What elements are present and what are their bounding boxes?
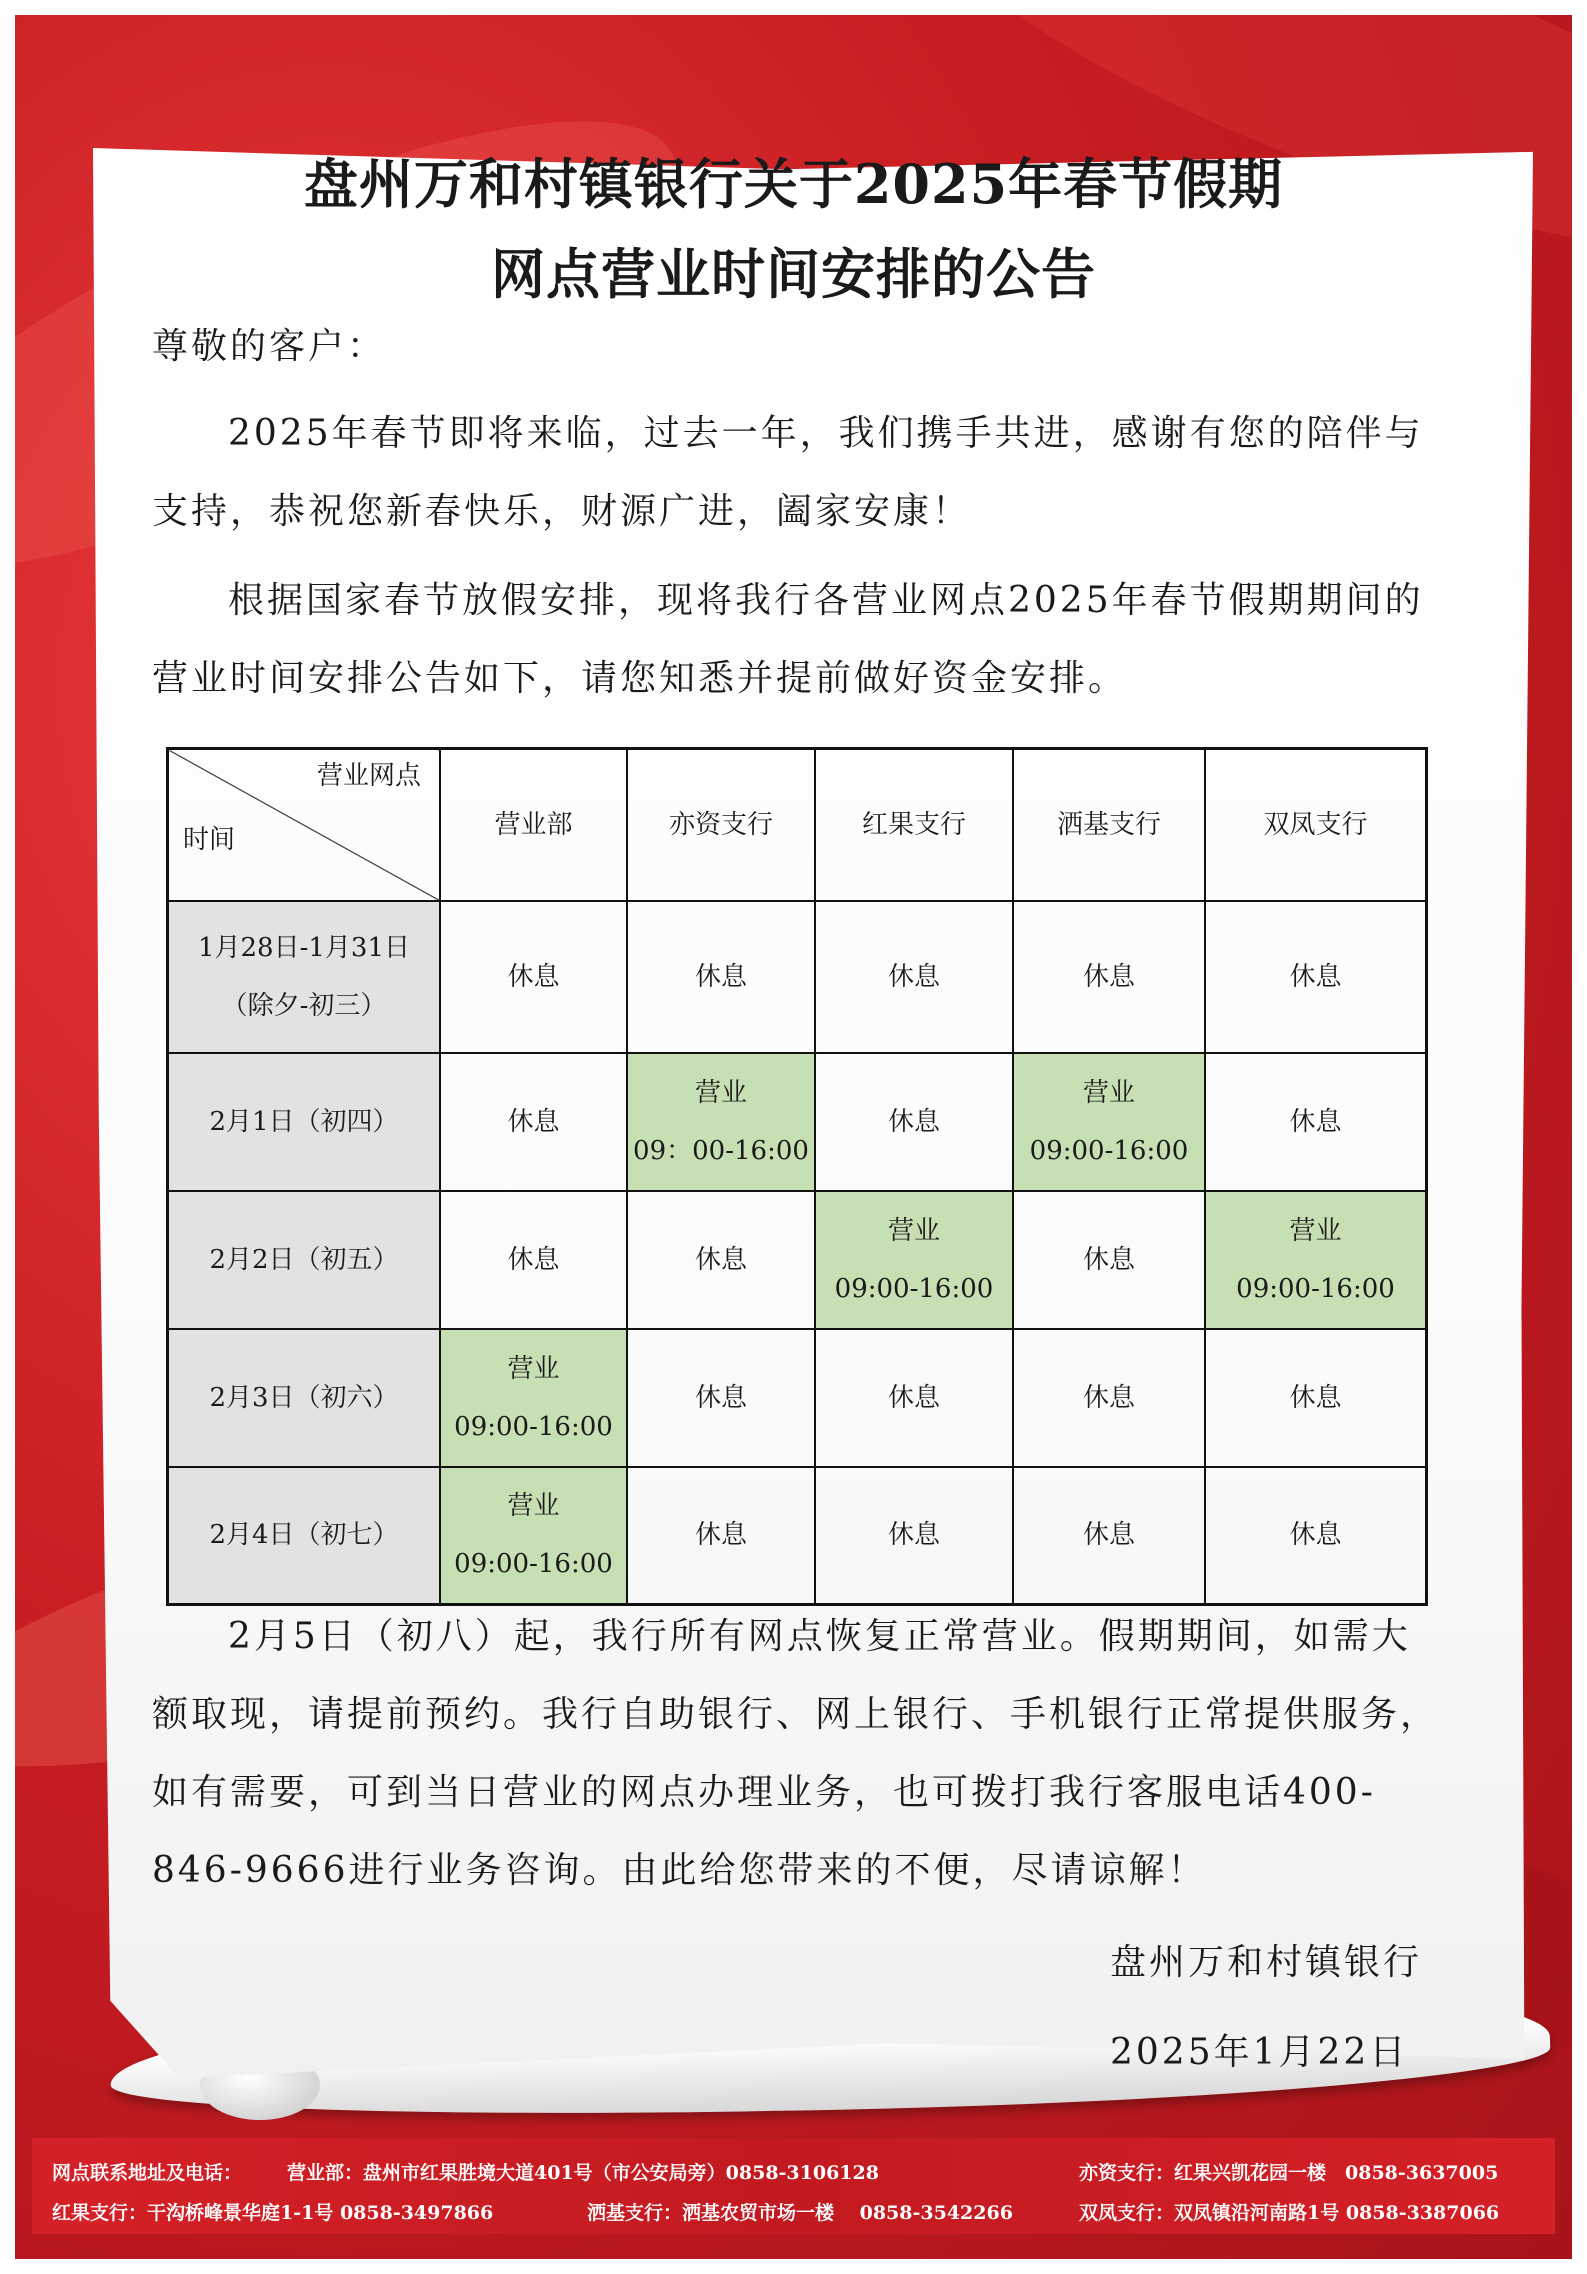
corner-branch-label: 营业网点: [316, 761, 421, 791]
table-row: [168, 1467, 1427, 1605]
status-label: 休息: [694, 1382, 747, 1413]
table-row: [168, 1329, 1427, 1467]
status-label: 休息: [1082, 1382, 1135, 1413]
date-label: 2月1日（初四）: [209, 1106, 399, 1137]
table-row: [168, 1191, 1427, 1329]
status-label: 休息: [694, 1520, 747, 1551]
date-sublabel: （除夕-初三）: [221, 990, 387, 1021]
branch-header: 营业部: [440, 749, 627, 901]
status-cell: [1013, 1191, 1205, 1329]
status-cell-open: [815, 1191, 1013, 1329]
status-label: 休息: [1289, 1382, 1342, 1413]
date-label: 1月28日-1月31日: [197, 932, 411, 963]
status-cell: [627, 901, 815, 1053]
status-cell-open: [1205, 1191, 1427, 1329]
notice-title-line2: 网点营业时间安排的公告: [491, 242, 1096, 306]
status-cell: [1013, 1329, 1205, 1467]
footer-branch-yizi: 亦资支行：红果兴凯花园一楼 0858-3637005: [1079, 2162, 1499, 2184]
status-label: 休息: [694, 961, 747, 992]
status-cell: [440, 901, 627, 1053]
footer-branch-saji: 洒基支行：洒基农贸市场一楼 0858-3542266: [587, 2202, 1013, 2224]
date-cell: [168, 1191, 441, 1329]
signature-date: 2025年1月22日: [1110, 2032, 1409, 2073]
status-label: 休息: [507, 1106, 560, 1137]
status-label: 营业: [1289, 1215, 1342, 1246]
status-label: 休息: [1082, 1244, 1135, 1275]
greeting: 尊敬的客户：: [152, 326, 387, 367]
status-label: 营业: [887, 1215, 940, 1246]
footer-branch-yingyebu: 营业部：盘州市红果胜境大道401号（市公安局旁）0858-3106128: [287, 2162, 879, 2184]
table-header-row: [168, 749, 1427, 901]
status-label: 休息: [1082, 961, 1135, 992]
status-cell: [1205, 901, 1427, 1053]
table-corner-header: [168, 749, 441, 901]
status-label: 营业: [1082, 1077, 1135, 1108]
signature-bank-name: 盘州万和村镇银行: [1110, 1942, 1423, 1983]
footer-branch-shuangfeng: 双凤支行：双凤镇沿河南路1号 0858-3387066: [1079, 2202, 1500, 2224]
status-label: 休息: [887, 961, 940, 992]
hours-label: 09:00-16:00: [454, 1549, 613, 1580]
status-label: 休息: [694, 1244, 747, 1275]
status-cell: [440, 1191, 627, 1329]
date-cell: [168, 1467, 441, 1605]
status-cell-open: [1013, 1053, 1205, 1191]
branch-header: 亦资支行: [627, 749, 815, 901]
status-cell: [815, 901, 1013, 1053]
corner-time-label: 时间: [183, 824, 236, 855]
date-label: 2月4日（初七）: [209, 1520, 399, 1551]
status-label: 休息: [887, 1382, 940, 1413]
status-cell: [1013, 901, 1205, 1053]
status-label: 营业: [507, 1491, 560, 1522]
date-cell: [168, 1053, 441, 1191]
footer-label: 网点联系地址及电话：: [52, 2162, 243, 2184]
status-cell: [627, 1467, 815, 1605]
status-label: 休息: [887, 1520, 940, 1551]
status-cell: [1205, 1467, 1427, 1605]
status-cell: [815, 1329, 1013, 1467]
status-cell: [1205, 1053, 1427, 1191]
date-cell: [168, 1329, 441, 1467]
status-label: 休息: [1289, 1520, 1342, 1551]
status-cell: [815, 1053, 1013, 1191]
hours-label: 09:00-16:00: [1029, 1135, 1189, 1166]
status-label: 休息: [1289, 1106, 1342, 1137]
hours-label: 09:00-16:00: [454, 1411, 613, 1442]
status-label: 营业: [694, 1077, 747, 1108]
status-cell: [440, 1053, 627, 1191]
date-cell: [168, 901, 441, 1053]
hours-label: 09:00-16:00: [1236, 1273, 1395, 1304]
notice-title-line1: 盘州万和村镇银行关于2025年春节假期: [303, 152, 1284, 216]
hours-label: 09:00-16:00: [834, 1273, 994, 1304]
status-cell: [1013, 1467, 1205, 1605]
status-label: 休息: [887, 1106, 940, 1137]
status-cell-open: [440, 1329, 627, 1467]
date-label: 2月3日（初六）: [209, 1382, 399, 1413]
status-cell: [815, 1467, 1013, 1605]
table-row: [168, 1053, 1427, 1191]
date-label: 2月2日（初五）: [209, 1244, 399, 1275]
status-label: 休息: [1289, 961, 1342, 992]
paragraph-resume-notice: 2月5日（初八）起，我行所有网点恢复正常营业。假期期间，如需大额取现，请提前预约。我行自助银行、网上银行、手机银行正常提供服务，如有需要，可到当日营业的网点办理业务，也可拨打我行客服电话400-846-9666进行业务咨询。由此给您带来的不便，尽请谅解！: [152, 1616, 1440, 1891]
hours-label: 09：00-16:00: [633, 1135, 809, 1166]
paragraph-arrangement: 根据国家春节放假安排，现将我行各营业网点2025年春节假期期间的营业时间安排公告如下，请您知悉并提前做好资金安排。: [152, 580, 1424, 699]
status-label: 休息: [1082, 1520, 1135, 1551]
schedule-table: [166, 747, 1428, 1606]
status-cell-open: [440, 1467, 627, 1605]
paragraph-intro: 2025年春节即将来临，过去一年，我们携手共进，感谢有您的陪伴与支持，恭祝您新春快乐，财源广进，阖家安康！: [152, 413, 1424, 532]
footer-branch-hongguo: 红果支行：干沟桥峰景华庭1-1号 0858-3497866: [52, 2202, 494, 2224]
branch-header: 洒基支行: [1013, 749, 1205, 901]
status-cell: [1205, 1329, 1427, 1467]
branch-header: 红果支行: [815, 749, 1013, 901]
status-label: 休息: [507, 1244, 560, 1275]
contact-footer: [32, 2138, 1555, 2234]
table-row: [168, 901, 1427, 1053]
status-cell: [627, 1191, 815, 1329]
branch-header: 双凤支行: [1205, 749, 1427, 901]
status-label: 营业: [507, 1353, 560, 1384]
status-label: 休息: [507, 961, 560, 992]
status-cell-open: [627, 1053, 815, 1191]
status-cell: [627, 1329, 815, 1467]
